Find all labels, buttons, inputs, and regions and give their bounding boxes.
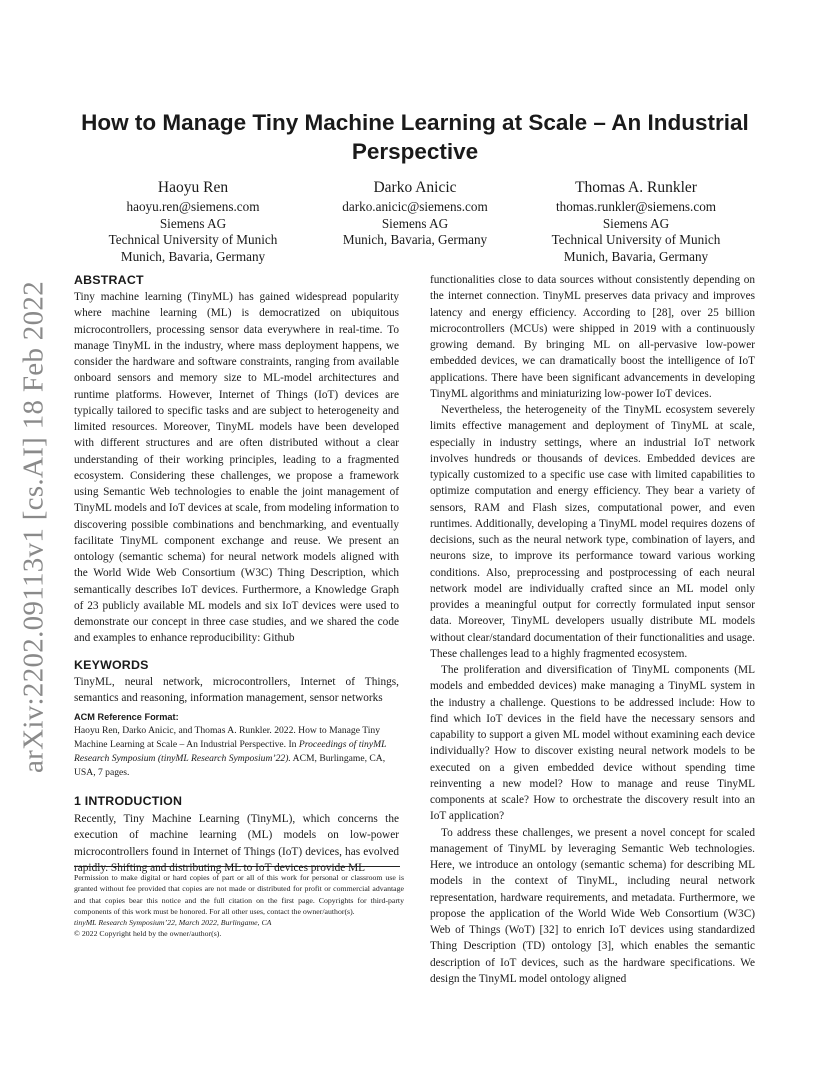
footnote: [74, 872, 404, 940]
introduction-paragraph: The proliferation and diversification of TinyML components (ML models and embedded devices) make managing a TinyML system in the industry a challenge. Questions to be addressed include: How to find which IoT devices in the field have the necessary sensors and capability to support a given ML model without examining each device individually? How to discover existing neural network models to be executed on a given embedded device without spending time reinventing a new model? How to manage and reuse TinyML components at scale? How to orchestrate the discovery result into an IoT application?: [430, 664, 755, 823]
author-block: [310, 178, 520, 249]
keywords-text: TinyML, neural network, microcontrollers, Internet of Things, semantics and reasoning, information management, sensor networks: [74, 675, 399, 704]
author-email: thomas.runkler@siemens.com: [555, 199, 717, 214]
author-affiliation: Siemens AG: [602, 215, 670, 231]
arxiv-identifier: arXiv:2202.09113v1 [cs.AI] 18 Feb 2022: [17, 281, 50, 773]
author-affiliation: Technical University of Munich: [108, 232, 278, 247]
author-affiliation: Siemens AG: [381, 215, 449, 231]
author-name: Thomas A. Runkler: [575, 179, 697, 196]
paper-title: How to Manage Tiny Machine Learning at Scale – An Industrial Perspective: [81, 110, 749, 164]
introduction-heading: 1 INTRODUCTION: [74, 794, 183, 808]
acm-reference-citation: Haoyu Ren, Darko Anicic, and Thomas A. Runkler. 2022. How to Manage Tiny Machine Learning at Scale – An Industrial Perspective. In: [74, 725, 380, 750]
author-location: Munich, Bavaria, Germany: [563, 248, 709, 264]
right-column: [430, 272, 755, 987]
permission-notice: Permission to make digital or hard copies of part or all of this work for personal or classroom use is granted without fee provided that copies are not made or distributed for profit or commercial advantage and that copies bear this notice and the full citation on the first page. Copyrights for third-party components of this work must be honored. For all other uses, contact the owner/author(s).: [74, 873, 404, 916]
author-email: darko.anicic@siemens.com: [342, 199, 488, 214]
abstract-heading: ABSTRACT: [74, 273, 144, 287]
acm-reference-venue: Proceedings of tinyML Research Symposium (tinyML Research Symposium’22).: [74, 739, 387, 764]
author-block: [531, 178, 741, 265]
acm-reference-heading: ACM Reference Format:: [74, 712, 179, 722]
author-location: Munich, Bavaria, Germany: [120, 248, 266, 264]
introduction-paragraph: functionalities close to data sources without consistently depending on the internet connection. TinyML preserves data privacy and improves latency and energy efficiency. According to [28], over 25 billion microcontrollers (MCUs) were shipped in 2019 with a continuously growing demand. By bringing ML on all-pervasive low-power embedded devices, we can dramatically boost the intelligence of IoT applications. There have been significant advancements in developing TinyML algorithms and miniaturizing low-power IoT devices.: [430, 274, 755, 400]
introduction-paragraph: To address these challenges, we present a novel concept for scaled management of TinyML by leveraging Semantic Web technologies. Here, we introduce an ontology (semantic schema) for describing ML models in the context of TinyML, including neural network representation, hardware requirements, and metadata. Furthermore, we propose the application of the World Wide Web Consortium (W3C) Web of Things (WoT) [32] to enrich IoT devices using standardized Thing Description (TD) ontology [3], which enables the semantic description of IoT devices, such as the hardware specifications. We design the TinyML model ontology aligned: [430, 826, 755, 985]
introduction-paragraph: Nevertheless, the heterogeneity of the TinyML ecosystem severely limits effective management and deployment of TinyML at scale, especially in industry settings, where an industrial IoT network involves hundreds or thousands of devices. Embedded devices are typically customized to a specific use case with limited capabilities to optimize computation and energy efficiency. They bear a variety of sensors, RAM and Flash sizes, computational power, and even runtimes. Additionally, developing a TinyML model requires dozens of decisions, such as the neural network type, combination of layers, and neurons size, to improve its performance toward various working conditions. Also, preprocessing and postprocessing of each neural network model are individually crafted since an ML model only provides a meaningful output for correctly formulated input sensor data. Moreover, TinyML developers usually distribute ML models without clear/standard documentation of their functionalities and usage. These challenges lead to a highly fragmented ecosystem.: [430, 404, 755, 660]
acm-reference-publisher: ACM, Burlingame, CA, USA, 7 pages.: [74, 753, 386, 778]
left-column: [74, 272, 399, 876]
author-location: Munich, Bavaria, Germany: [342, 232, 488, 247]
abstract-text: Tiny machine learning (TinyML) has gained widespread popularity where machine learning (ML) is democratized on ubiquitous microcontrollers, processing sensor data everywhere in real-time. To manage TinyML in the industry, where mass deployment happens, we consider the hardware and software constraints, ranging from available onboard sensors and memory size to ML-model architectures and runtime platforms. However, Internet of Things (IoT) devices are typically tailored to specific tasks and are subject to heterogeneity and limited resources. Moreover, TinyML models have been developed with different structures and are often distributed without a clear understanding of their working principles, leading to a fragmented ecosystem. Considering these challenges, we propose a framework using Semantic Web technologies to enable the joint management of TinyML models and IoT devices at scale, from modeling information to discovering possible combinations and benchmarking, and eventually facilitate TinyML component exchange and reuse. We present an ontology (semantic schema) for neural network models aligned with the World Wide Web Consortium (W3C) Thing Description, which semantically describes IoT devices. Furthermore, a Knowledge Graph of 23 publicly available ML models and six IoT devices were used to demonstrate our concept in three case studies, and we shared the code and examples to enhance reproducibility: Github: [74, 291, 399, 645]
copyright-notice: © 2022 Copyright held by the owner/author(s).: [74, 929, 222, 939]
author-name: Darko Anicic: [373, 179, 457, 196]
acm-reference-text: [74, 724, 399, 780]
author-name: Haoyu Ren: [157, 179, 229, 196]
footnote-divider: [74, 866, 400, 867]
introduction-paragraph: Recently, Tiny Machine Learning (TinyML), which concerns the execution of machine learning (ML) models on low-power microcontrollers found in Internet of Things (IoT) devices, has evolved rapidly. Shifting and distributing ML to IoT devices provide ML: [74, 813, 399, 874]
author-email: haoyu.ren@siemens.com: [126, 199, 260, 214]
conference-venue: tinyML Research Symposium’22, March 2022, Burlingame, CA: [74, 918, 272, 928]
keywords-heading: KEYWORDS: [74, 657, 149, 672]
author-block: [88, 178, 298, 265]
author-affiliation: Siemens AG: [159, 215, 227, 231]
arxiv-sidebar: [14, 281, 54, 773]
author-affiliation: Technical University of Munich: [551, 232, 721, 247]
